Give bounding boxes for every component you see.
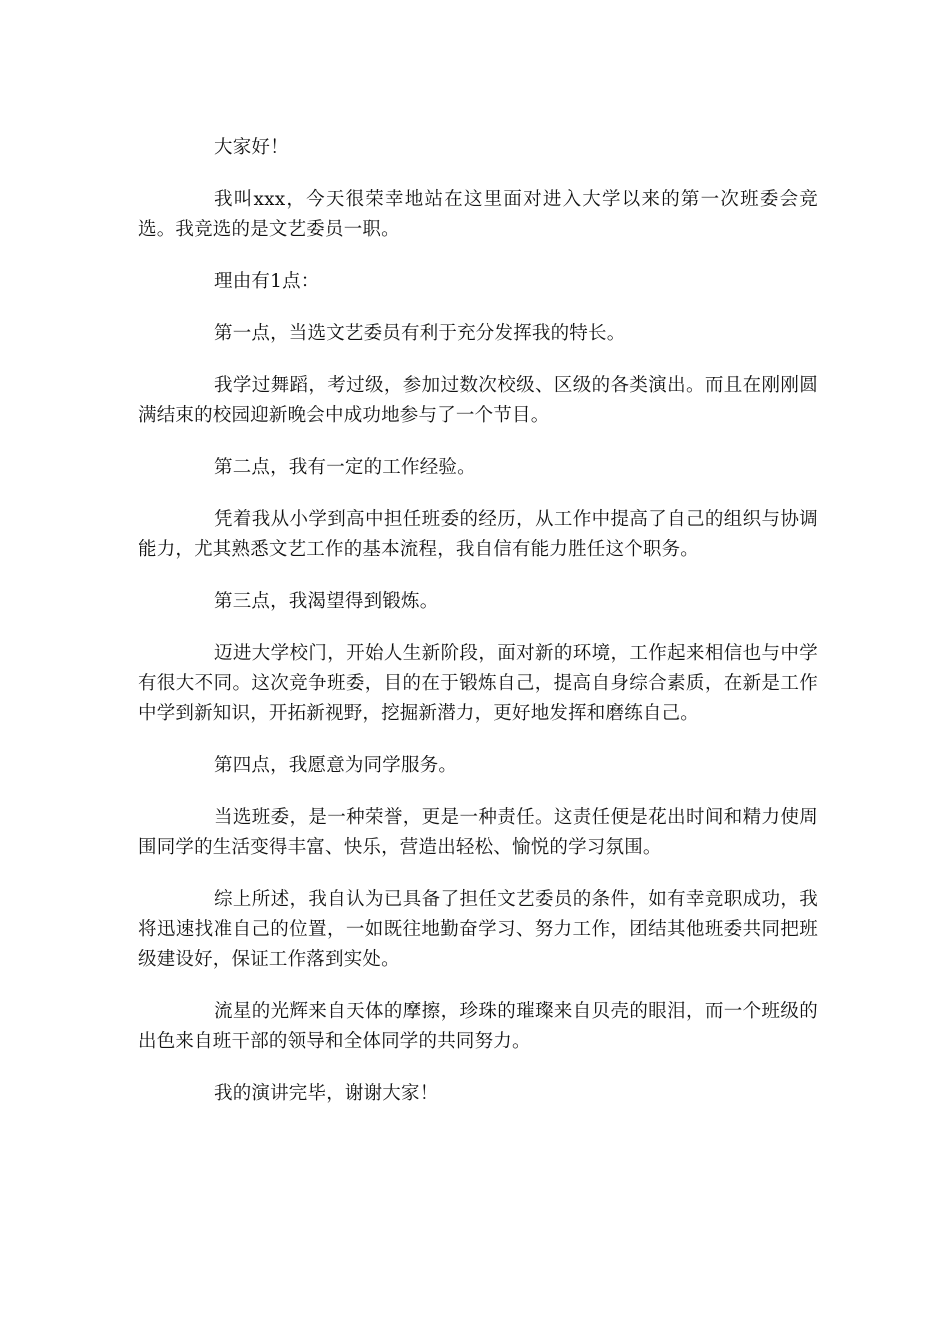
paragraph-point-one: 第一点，当选文艺委员有利于充分发挥我的特长。: [214, 323, 626, 344]
paragraph-point-four-detail: 当选班委，是一种荣誉，更是一种责任。这责任便是花出时间和精力使周围同学的生活变得丰富、快乐，营造出轻松、愉悦的学习氛围。: [138, 807, 818, 858]
paragraph-point-two-detail: 凭着我从小学到高中担任班委的经历，从工作中提高了自己的组织与协调能力，尤其熟悉文艺工作的基本流程，我自信有能力胜任这个职务。: [138, 509, 818, 560]
paragraph-point-three: 第三点，我渴望得到锻炼。: [214, 591, 439, 612]
paragraph-introduction: 我叫xxx，今天很荣幸地站在这里面对进入大学以来的第一次班委会竞选。我竞选的是文艺委员一职。: [138, 189, 818, 240]
paragraph-point-four: 第四点，我愿意为同学服务。: [214, 755, 458, 776]
document-body: [138, 133, 818, 1131]
paragraph-metaphor: 流星的光辉来自天体的摩擦，珍珠的璀璨来自贝壳的眼泪，而一个班级的出色来自班干部的领导和全体同学的共同努力。: [138, 1001, 818, 1052]
paragraph-summary: 综上所述，我自认为已具备了担任文艺委员的条件，如有幸竞职成功，我将迅速找准自己的位置，一如既往地勤奋学习、努力工作，团结其他班委共同把班级建设好，保证工作落到实处。: [138, 889, 818, 970]
paragraph-point-three-detail: 迈进大学校门，开始人生新阶段，面对新的环境，工作起来相信也与中学有很大不同。这次竞争班委，目的在于锻炼自己，提高自身综合素质，在新是工作中学到新知识，开拓新视野，挖掘新潜力，更好地发挥和磨练自己。: [138, 643, 818, 724]
paragraph-reasons-heading: 理由有1点：: [214, 271, 320, 292]
paragraph-greeting: 大家好！: [214, 137, 289, 158]
paragraph-closing: 我的演讲完毕，谢谢大家！: [214, 1083, 439, 1104]
paragraph-point-one-detail: 我学过舞蹈，考过级，参加过数次校级、区级的各类演出。而且在刚刚圆满结束的校园迎新晚会中成功地参与了一个节目。: [138, 375, 818, 426]
paragraph-point-two: 第二点，我有一定的工作经验。: [214, 457, 476, 478]
